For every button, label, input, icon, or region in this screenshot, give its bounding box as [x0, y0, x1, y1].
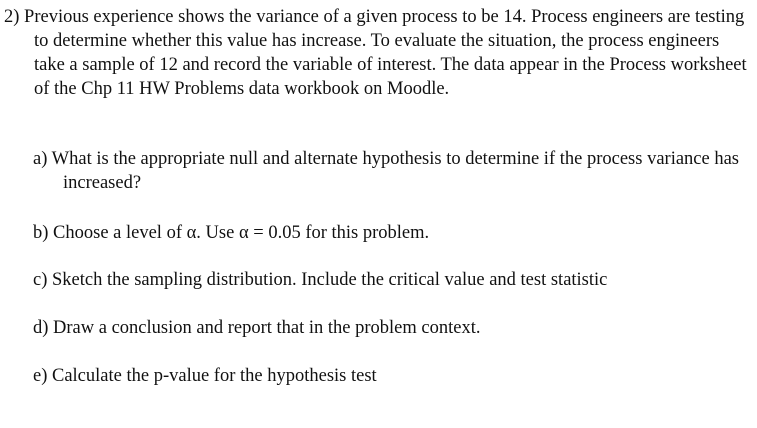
part-e-question: e) Calculate the p-value for the hypothesis test [33, 366, 377, 386]
problem-statement: 2) Previous experience shows the variance of a given process to be 14. Process engineers are testing to determine whether this value has increase. To evaluate the situation, the process engineers take a sample of 12 and record the variable of interest. The data appear in the Process worksheet of the Chp 11 HW Problems data workbook on Moodle. [4, 7, 747, 99]
part-d-question: d) Draw a conclusion and report that in the problem context. [33, 318, 481, 338]
part-b-question: b) Choose a level of α. Use α = 0.05 for this problem. [33, 223, 430, 243]
part-c-question: c) Sketch the sampling distribution. Include the critical value and test statistic [33, 270, 608, 290]
part-a-question: a) What is the appropriate null and alternate hypothesis to determine if the process variance has increased? [33, 149, 739, 193]
